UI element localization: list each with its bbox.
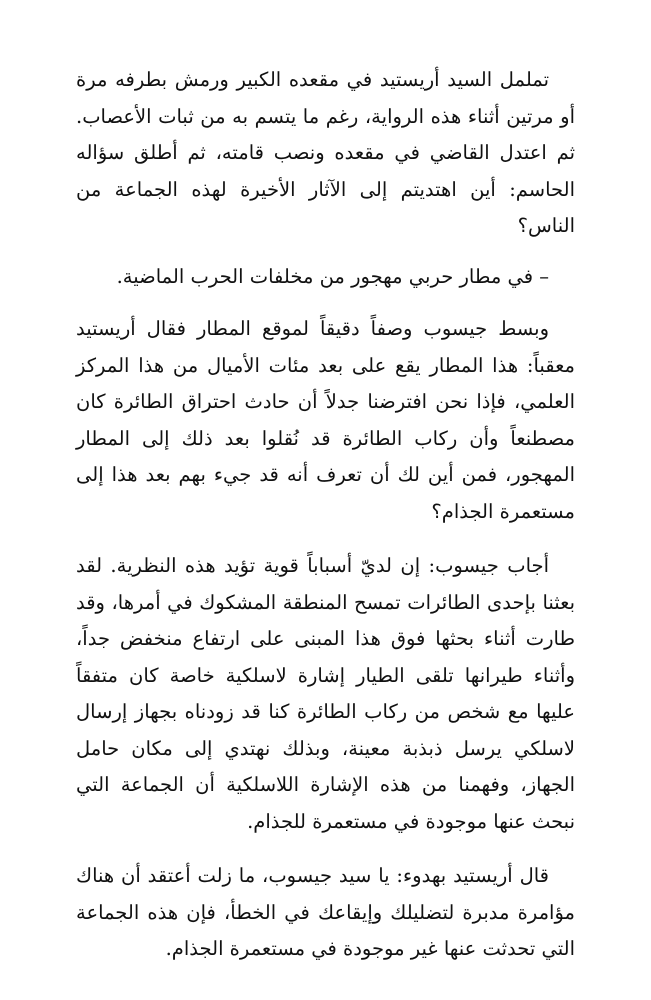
paragraph-airport-answer: – في مطار حربي مهجور من مخلفات الحرب الماضية. — [116, 264, 549, 288]
paragraph-aristide-reply: قال أريستيد بهدوء: يا سيد جيسوب، ما زلت أعتقد أن هناك مؤامرة مدبرة لتضليلك وإيقاعك في الخطأ، فإن هذه الجماعة التي تحدثت عنها غير موجودة في مستعمرة الجذام. — [76, 864, 575, 960]
paragraph-jessop-reasons: أجاب جيسوب: إن لديّ أسباباً قوية تؤيد هذه النظرية. لقد بعثنا بإحدى الطائرات تمسح المنطقة المشكوك في أمرها، وقد طارت أثناء بحثها فوق هذا المبنى على ارتفاع منخفض جداً، وأثناء طيرانها تلقى الطيار إشارة لاسلكية خاصة كان متفقاً عليها مع شخص من ركاب الطائرة كنا قد زودناه بجهاز إرسال لاسلكي يرسل ذبذبة معينة، وبذلك نهتدي إلى مكان حامل الجهاز، وفهمنا من هذه الإشارة اللاسلكية أن الجماعة التي نبحث عنها موجودة في مستعمرة للجذام. — [76, 554, 575, 833]
paragraph-aristide-reaction: تململ السيد أريستيد في مقعده الكبير ورمش بطرفه مرة أو مرتين أثناء هذه الرواية، رغم ما يتسم به من ثبات الأعصاب. ثم اعتدل القاضي في مقعده ونصب قامته، ثم أطلق سؤاله الحاسم: أين اهتديتم إلى الآثار الأخيرة لهذه الجماعة من الناس؟ — [76, 68, 575, 237]
paragraph-airport-description: وبسط جيسوب وصفاً دقيقاً لموقع المطار فقال أريستيد معقباً: هذا المطار يقع على بعد مئات الأميال من هذا المركز العلمي، فإذا نحن افترضنا جدلاً أن حادث احتراق الطائرة كان مصطنعاً وأن ركاب الطائرة قد نُقلوا بعد ذلك إلى المطار المهجور، فمن أين لك أن تعرف أنه قد جيء بهم بعد هذا إلى مستعمرة الجذام؟ — [76, 317, 575, 523]
